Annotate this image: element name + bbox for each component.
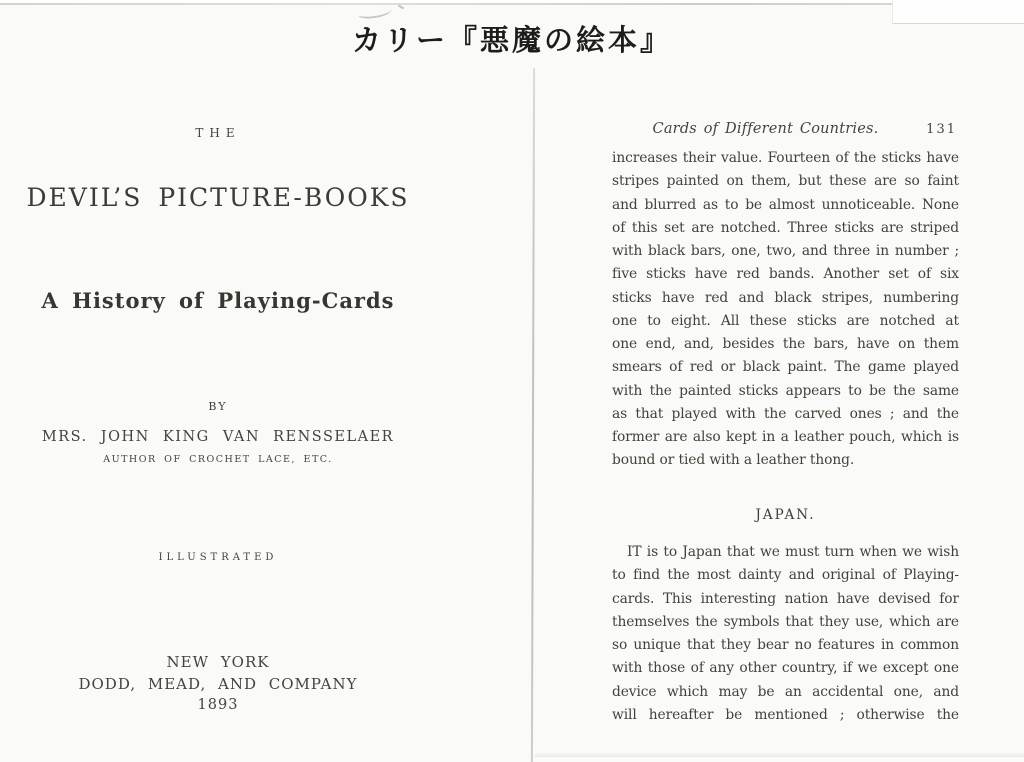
body-line: with those of any other country, if we except one (612, 660, 959, 677)
body-line: former are also kept in a leather pouch, which is (612, 429, 959, 445)
half-title: THE (195, 126, 241, 140)
body-line: increases their value. Fourteen of the sticks have (612, 150, 959, 166)
page-gutter-edge (531, 68, 535, 762)
section-heading-japan: JAPAN. (755, 507, 816, 523)
body-line: bound or tied with a leather thong. (612, 452, 855, 469)
imprint-year: 1893 (197, 697, 239, 713)
body-line: one end, and, besides the bars, have on them (612, 336, 959, 352)
body-line: of this set are notched. Three sticks are striped (612, 219, 959, 236)
right-page-131 (612, 0, 959, 762)
book-subtitle: A History of Playing-Cards (41, 288, 395, 313)
imprint-city: NEW YORK (166, 653, 270, 671)
running-header-row (612, 121, 959, 141)
body-line: IT is to Japan that we must turn when we wish (627, 544, 959, 560)
book-title: DEVIL’S PICTURE-BOOKS (26, 183, 410, 212)
author-credit-note: AUTHOR OF CROCHET LACE, ETC. (103, 454, 333, 465)
running-header: Cards of Different Countries. (652, 121, 879, 137)
byline-label: BY (208, 400, 228, 413)
handwritten-japanese-title: カリー『悪魔の絵本』 (351, 23, 672, 57)
left-page-title-page (23, 0, 413, 762)
body-line: five sticks have red bands. Another set of six (612, 266, 959, 283)
body-line: themselves the symbols that they use, which are (612, 613, 959, 630)
body-line: device which may be an accidental one, and (612, 683, 959, 700)
body-line: smears of red or black paint. The game played (612, 359, 959, 376)
author-name: MRS. JOHN KING VAN RENSSELAER (41, 429, 395, 445)
body-line: will hereafter be mentioned ; otherwise the (612, 706, 959, 723)
body-line: as that played with the carved ones ; and the (612, 405, 959, 422)
body-line: one to eight. All these sticks are notched at (612, 312, 959, 329)
body-line: with black bars, one, two, and three in number ; (612, 243, 959, 259)
body-line: cards. This interesting nation have devised for (612, 590, 959, 607)
body-line: to find the most dainty and original of Playing- (612, 567, 959, 584)
body-line: and blurred as to be almost unnoticeable. None (612, 196, 959, 213)
paragraph-sticks (612, 147, 959, 473)
page-number: 131 (926, 122, 957, 137)
body-line: sticks have red and black stripes, numbering (612, 289, 959, 306)
body-line: so unique that they bear no features in common (612, 637, 959, 653)
illustrated-note: ILLUSTRATED (158, 552, 278, 563)
body-line: with the painted sticks appears to be the same (612, 382, 959, 399)
imprint-publisher: DODD, MEAD, AND COMPANY (78, 675, 358, 693)
body-line: stripes painted on them, but these are so faint (612, 173, 959, 190)
paragraph-japan (612, 541, 959, 727)
